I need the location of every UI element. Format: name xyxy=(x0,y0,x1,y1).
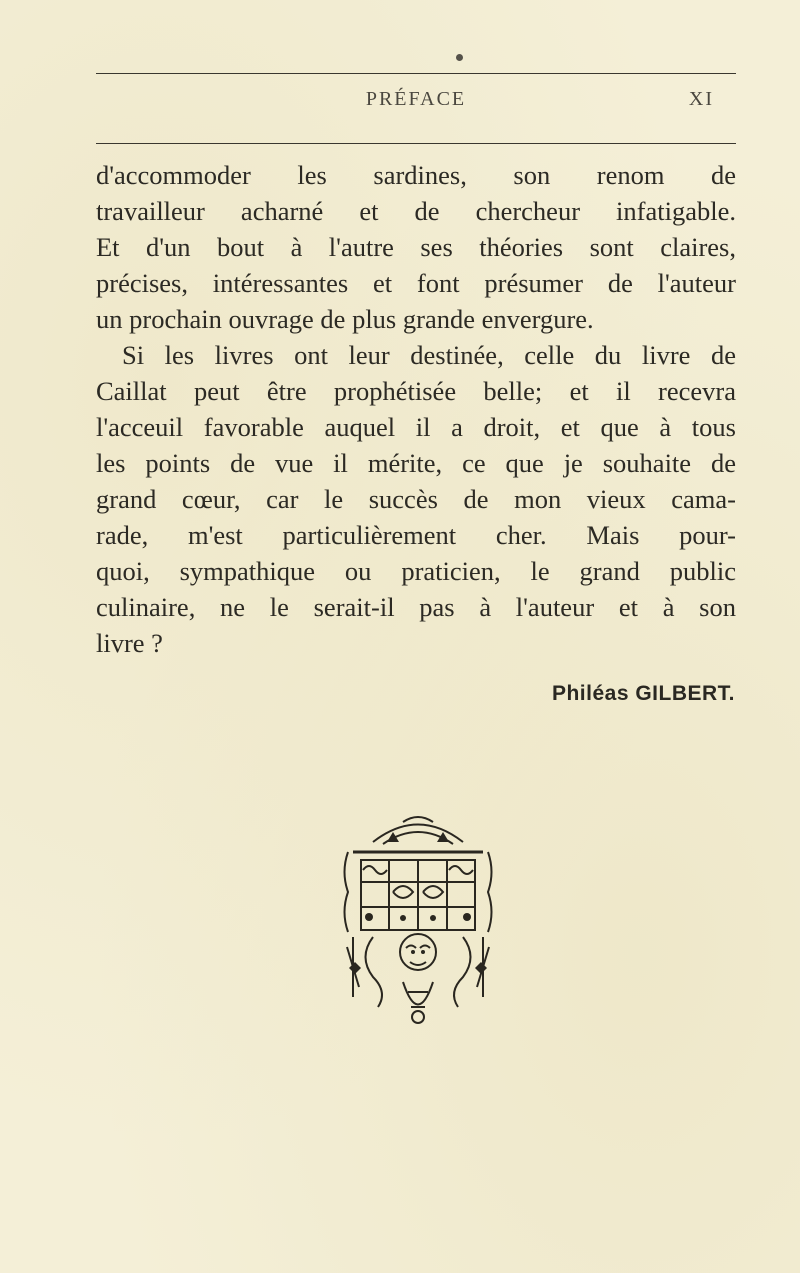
author-signature: Philéas GILBERT. xyxy=(551,682,735,705)
header-title: PRÉFACE xyxy=(365,88,467,110)
text-line: grand cœur, car le succès de mon vieux cama- xyxy=(96,484,736,514)
text-line: précises, intéressantes et font présumer de l'auteur xyxy=(96,268,736,298)
page-number: XI xyxy=(688,88,714,110)
header-rule-bottom xyxy=(96,143,736,144)
text-line: quoi, sympathique ou praticien, le grand public xyxy=(96,556,736,586)
text-line: l'acceuil favorable auquel il a droit, et que à tous xyxy=(96,412,736,442)
text-line: Caillat peut être prophétisée belle; et il recevra xyxy=(96,376,736,406)
header-dot-ornament xyxy=(456,54,463,61)
text-line: Si les livres ont leur destinée, celle du livre de xyxy=(122,340,736,370)
decorative-vignette-icon xyxy=(333,812,503,1032)
text-line: d'accommoder les sardines, son renom de xyxy=(96,160,736,190)
body-paragraphs xyxy=(96,157,736,661)
text-line: Et d'un bout à l'autre ses théories sont claires, xyxy=(96,232,736,262)
text-line: livre ? xyxy=(96,628,163,658)
text-line: travailleur acharné et de chercheur infatigable. xyxy=(96,196,736,226)
text-line: les points de vue il mérite, ce que je souhaite de xyxy=(96,448,736,478)
text-line: culinaire, ne le serait-il pas à l'auteur et à son xyxy=(96,592,736,622)
header-rule-top xyxy=(96,73,736,74)
running-header xyxy=(96,88,736,116)
text-line: un prochain ouvrage de plus grande envergure. xyxy=(96,304,594,334)
text-line: rade, m'est particulièrement cher. Mais pour- xyxy=(96,520,736,550)
